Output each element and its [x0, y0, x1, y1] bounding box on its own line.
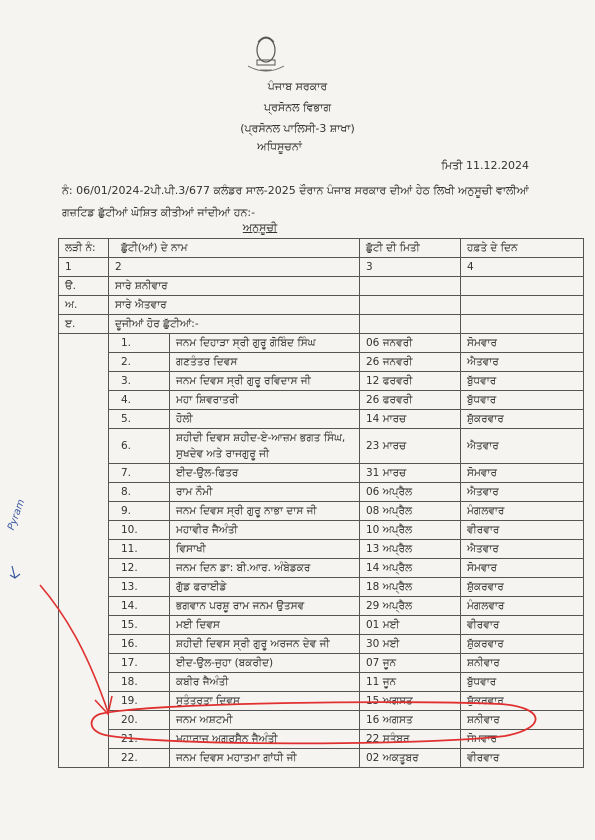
holiday-name: ਜਨਮ ਦਿਵਸ ਮਹਾਤਮਾ ਗਾਂਧੀ ਜੀ — [170, 749, 360, 768]
holiday-date: 14 ਮਾਰਚ — [360, 410, 461, 429]
holiday-date: 07 ਜੂਨ — [360, 654, 461, 673]
holiday-name: ਜਨਮ ਦਿਵਸ ਸ੍ਰੀ ਗੁਰੂ ਰਵਿਦਾਸ ਜੀ — [170, 372, 360, 391]
row-number: 20. — [109, 711, 170, 730]
holiday-date: 15 ਅਗਸਤ — [360, 692, 461, 711]
holiday-weekday: ਸ਼ਨੀਵਾਰ — [461, 654, 584, 673]
table-row — [59, 692, 584, 711]
empty-cell — [360, 277, 461, 296]
table-row — [59, 749, 584, 768]
row-number: 11. — [109, 540, 170, 559]
number-4: 4 — [461, 258, 584, 277]
intro-line-1: ਨੰ: 06/01/2024-2ਪੀ.ਪੀ.3/677 ਕਲੰਡਰ ਸਾਲ-2025 ਦੌਰਾਨ ਪੰਜਾਬ ਸਰਕਾਰ ਦੀਆਂ ਹੇਠ ਲਿਖੀ ਅਨੁਸੂਚੀ ਵਾਲੀਆਂ — [62, 184, 529, 197]
header-holiday-date: ਛੁੱਟੀ ਦੀ ਮਿਤੀ — [360, 239, 461, 258]
row-number: 13. — [109, 578, 170, 597]
holiday-date: 14 ਅਪ੍ਰੈਲ — [360, 559, 461, 578]
holiday-weekday: ਬੁੱਧਵਾਰ — [461, 391, 584, 410]
holiday-name: ਕਬੀਰ ਜੈਅੰਤੀ — [170, 673, 360, 692]
holiday-date: 08 ਅਪ੍ਰੈਲ — [360, 502, 461, 521]
holiday-weekday: ਸ਼ੁੱਕਰਵਾਰ — [461, 635, 584, 654]
header-branch: (ਪ੍ਰਸੋਨਲ ਪਾਲਿਸੀ-3 ਸ਼ਾਖਾ) — [240, 122, 355, 135]
holiday-date: 26 ਫਰਵਰੀ — [360, 391, 461, 410]
holiday-weekday: ਵੀਰਵਾਰ — [461, 616, 584, 635]
holiday-weekday: ਸ਼ੁੱਕਰਵਾਰ — [461, 692, 584, 711]
holiday-weekday: ਸੋਮਵਾਰ — [461, 730, 584, 749]
blank-serial-column — [59, 334, 109, 768]
header-weekday: ਹਫ਼ਤੇ ਦੇ ਦਿਨ — [461, 239, 584, 258]
table-row — [59, 410, 584, 429]
section-code: ੲ. — [59, 315, 109, 334]
header-notification: ਅਧਿਸੂਚਨਾਂ — [257, 140, 302, 153]
row-number: 4. — [109, 391, 170, 410]
header-department: ਪ੍ਰਸੋਨਲ ਵਿਭਾਗ — [263, 101, 332, 114]
table-header-row — [59, 239, 584, 258]
holiday-name: ਜਨਮ ਦਿਹਾੜਾ ਸ੍ਰੀ ਗੁਰੂ ਗੋਬਿੰਦ ਸਿੰਘ — [170, 334, 360, 353]
row-number: 22. — [109, 749, 170, 768]
holiday-date: 26 ਜਨਵਰੀ — [360, 353, 461, 372]
holiday-weekday: ਵੀਰਵਾਰ — [461, 521, 584, 540]
table-row — [59, 673, 584, 692]
pen-tick — [10, 566, 20, 578]
holiday-name: ਸ਼ਹੀਦੀ ਦਿਵਸ ਸ਼ਹੀਦ-ਏ-ਆਜ਼ਮ ਭਗਤ ਸਿੰਘ, ਸੁਖਦੇਵ ਅਤੇ ਰਾਜਗੁਰੂ ਜੀ — [170, 429, 360, 464]
section-label: ਸਾਰੇ ਸ਼ਨੀਵਾਰ — [109, 277, 360, 296]
holiday-weekday: ਵੀਰਵਾਰ — [461, 749, 584, 768]
holiday-weekday: ਸੋਮਵਾਰ — [461, 334, 584, 353]
table-row — [59, 711, 584, 730]
holiday-date: 10 ਅਪ੍ਰੈਲ — [360, 521, 461, 540]
government-emblem-icon — [240, 30, 292, 76]
holiday-weekday: ਸ਼ੁੱਕਰਵਾਰ — [461, 578, 584, 597]
row-number: 16. — [109, 635, 170, 654]
holiday-date: 11 ਜੂਨ — [360, 673, 461, 692]
header-government: ਪੰਜਾਬ ਸਰਕਾਰ — [267, 80, 328, 93]
section-code: ੳ. — [59, 277, 109, 296]
table-row — [59, 616, 584, 635]
holiday-weekday: ਐਤਵਾਰ — [461, 353, 584, 372]
holiday-weekday: ਸੋਮਵਾਰ — [461, 559, 584, 578]
row-number: 5. — [109, 410, 170, 429]
holiday-date: 23 ਮਾਰਚ — [360, 429, 461, 464]
holiday-date: 06 ਅਪ੍ਰੈਲ — [360, 483, 461, 502]
holiday-date: 30 ਮਈ — [360, 635, 461, 654]
holiday-weekday: ਐਤਵਾਰ — [461, 540, 584, 559]
row-number: 8. — [109, 483, 170, 502]
holiday-date: 16 ਅਗਸਤ — [360, 711, 461, 730]
holiday-weekday: ਐਤਵਾਰ — [461, 483, 584, 502]
holiday-name: ਈਦ-ਉਲ-ਫਿਤਰ — [170, 464, 360, 483]
holiday-name: ਮਹਾ ਸ਼ਿਵਰਾਤਰੀ — [170, 391, 360, 410]
holiday-date: 01 ਮਈ — [360, 616, 461, 635]
table-row — [59, 464, 584, 483]
section-row — [59, 296, 584, 315]
empty-cell — [461, 315, 584, 334]
row-number: 1. — [109, 334, 170, 353]
holiday-name: ਹੋਲੀ — [170, 410, 360, 429]
holiday-weekday: ਮੰਗਲਵਾਰ — [461, 597, 584, 616]
holiday-name: ਈਦ-ਉਲ-ਜੁਹਾ (ਬਕਰੀਦ) — [170, 654, 360, 673]
holidays-table — [58, 238, 584, 768]
holiday-date: 13 ਅਪ੍ਰੈਲ — [360, 540, 461, 559]
intro-line-2: ਗਜ਼ਟਿਡ ਛੁੱਟੀਆਂ ਘੋਸ਼ਿਤ ਕੀਤੀਆਂ ਜਾਂਦੀਆਂ ਹਨ:- — [62, 206, 256, 219]
row-number: 3. — [109, 372, 170, 391]
holiday-name: ਮਹਾਵੀਰ ਜੈਅੰਤੀ — [170, 521, 360, 540]
section-label: ਸਾਰੇ ਐਤਵਾਰ — [109, 296, 360, 315]
holiday-weekday: ਮੰਗਲਵਾਰ — [461, 502, 584, 521]
holiday-weekday: ਬੁੱਧਵਾਰ — [461, 673, 584, 692]
table-number-row — [59, 258, 584, 277]
holiday-weekday: ਸੋਮਵਾਰ — [461, 464, 584, 483]
holiday-name: ਵਿਸਾਖੀ — [170, 540, 360, 559]
schedule-title: ਅਨੁਸੂਚੀ — [242, 221, 278, 234]
holiday-weekday: ਐਤਵਾਰ — [461, 429, 584, 464]
row-number: 17. — [109, 654, 170, 673]
holiday-name: ਸ਼ਹੀਦੀ ਦਿਵਸ ਸ੍ਰੀ ਗੁਰੂ ਅਰਜਨ ਦੇਵ ਜੀ — [170, 635, 360, 654]
holiday-name: ਭਗਵਾਨ ਪਰਸ਼ੂ ਰਾਮ ਜਨਮ ਉਤਸਵ — [170, 597, 360, 616]
holiday-name: ਜਨਮ ਦਿਨ ਡਾ: ਬੀ.ਆਰ. ਅੰਬੇਡਕਰ — [170, 559, 360, 578]
empty-cell — [461, 296, 584, 315]
row-number: 9. — [109, 502, 170, 521]
row-number: 21. — [109, 730, 170, 749]
holiday-name: ਜਨਮ ਦਿਵਸ ਸ੍ਰੀ ਗੁਰੂ ਨਾਭਾ ਦਾਸ ਜੀ — [170, 502, 360, 521]
holiday-weekday: ਸ਼ਨੀਵਾਰ — [461, 711, 584, 730]
holiday-date: 31 ਮਾਰਚ — [360, 464, 461, 483]
holiday-weekday: ਬੁੱਧਵਾਰ — [461, 372, 584, 391]
holiday-name: ਰਾਮ ਨੌਮੀ — [170, 483, 360, 502]
holiday-name: ਮਹਾਰਾਜ ਅਗਰਸੈਨ ਜੈਅੰਤੀ — [170, 730, 360, 749]
section-row — [59, 315, 584, 334]
holiday-date: 12 ਫਰਵਰੀ — [360, 372, 461, 391]
holiday-weekday: ਸ਼ੁੱਕਰਵਾਰ — [461, 410, 584, 429]
holiday-date: 06 ਜਨਵਰੀ — [360, 334, 461, 353]
row-number: 18. — [109, 673, 170, 692]
table-row — [59, 730, 584, 749]
row-number: 12. — [109, 559, 170, 578]
table-row — [59, 483, 584, 502]
table-row — [59, 559, 584, 578]
section-code: ਅ. — [59, 296, 109, 315]
empty-cell — [461, 277, 584, 296]
table-row — [59, 635, 584, 654]
table-row — [59, 334, 584, 353]
row-number: 6. — [109, 429, 170, 464]
holiday-name: ਸੁਤੰਤਰਤਾ ਦਿਵਸ — [170, 692, 360, 711]
holiday-date: 22 ਸਤੰਬਰ — [360, 730, 461, 749]
number-1: 1 — [59, 258, 109, 277]
table-row — [59, 353, 584, 372]
row-number: 19. — [109, 692, 170, 711]
row-number: 15. — [109, 616, 170, 635]
header-holiday-name: ਛੁੱਟੀ(ਆਂ) ਦੇ ਨਾਮ — [109, 239, 360, 258]
section-label: ਦੂਜੀਆਂ ਹੋਰ ਛੁੱਟੀਆਂ:- — [109, 315, 360, 334]
table-row — [59, 597, 584, 616]
section-row — [59, 277, 584, 296]
holiday-name: ਮਈ ਦਿਵਸ — [170, 616, 360, 635]
row-number: 14. — [109, 597, 170, 616]
empty-cell — [360, 296, 461, 315]
holiday-name: ਗੁੱਡ ਫਰਾਈਡੇ — [170, 578, 360, 597]
handwritten-note: Pyram — [6, 497, 28, 532]
row-number: 2. — [109, 353, 170, 372]
table-row — [59, 540, 584, 559]
holiday-name: ਗਣਤੰਤਰ ਦਿਵਸ — [170, 353, 360, 372]
table-row — [59, 391, 584, 410]
number-3: 3 — [360, 258, 461, 277]
table-row — [59, 502, 584, 521]
table-row — [59, 521, 584, 540]
holiday-date: 18 ਅਪ੍ਰੈਲ — [360, 578, 461, 597]
notification-date: ਮਿਤੀ 11.12.2024 — [441, 159, 529, 172]
row-number: 10. — [109, 521, 170, 540]
holiday-date: 29 ਅਪ੍ਰੈਲ — [360, 597, 461, 616]
row-number: 7. — [109, 464, 170, 483]
holiday-date: 02 ਅਕਤੂਬਰ — [360, 749, 461, 768]
header-serial: ਲੜੀ ਨੰ: — [59, 239, 109, 258]
number-2: 2 — [109, 258, 360, 277]
intro-paragraph — [62, 180, 542, 224]
table-row — [59, 372, 584, 391]
table-row — [59, 654, 584, 673]
empty-cell — [360, 315, 461, 334]
holiday-name: ਜਨਮ ਅਸ਼ਟਮੀ — [170, 711, 360, 730]
table-row — [59, 578, 584, 597]
table-row — [59, 429, 584, 464]
